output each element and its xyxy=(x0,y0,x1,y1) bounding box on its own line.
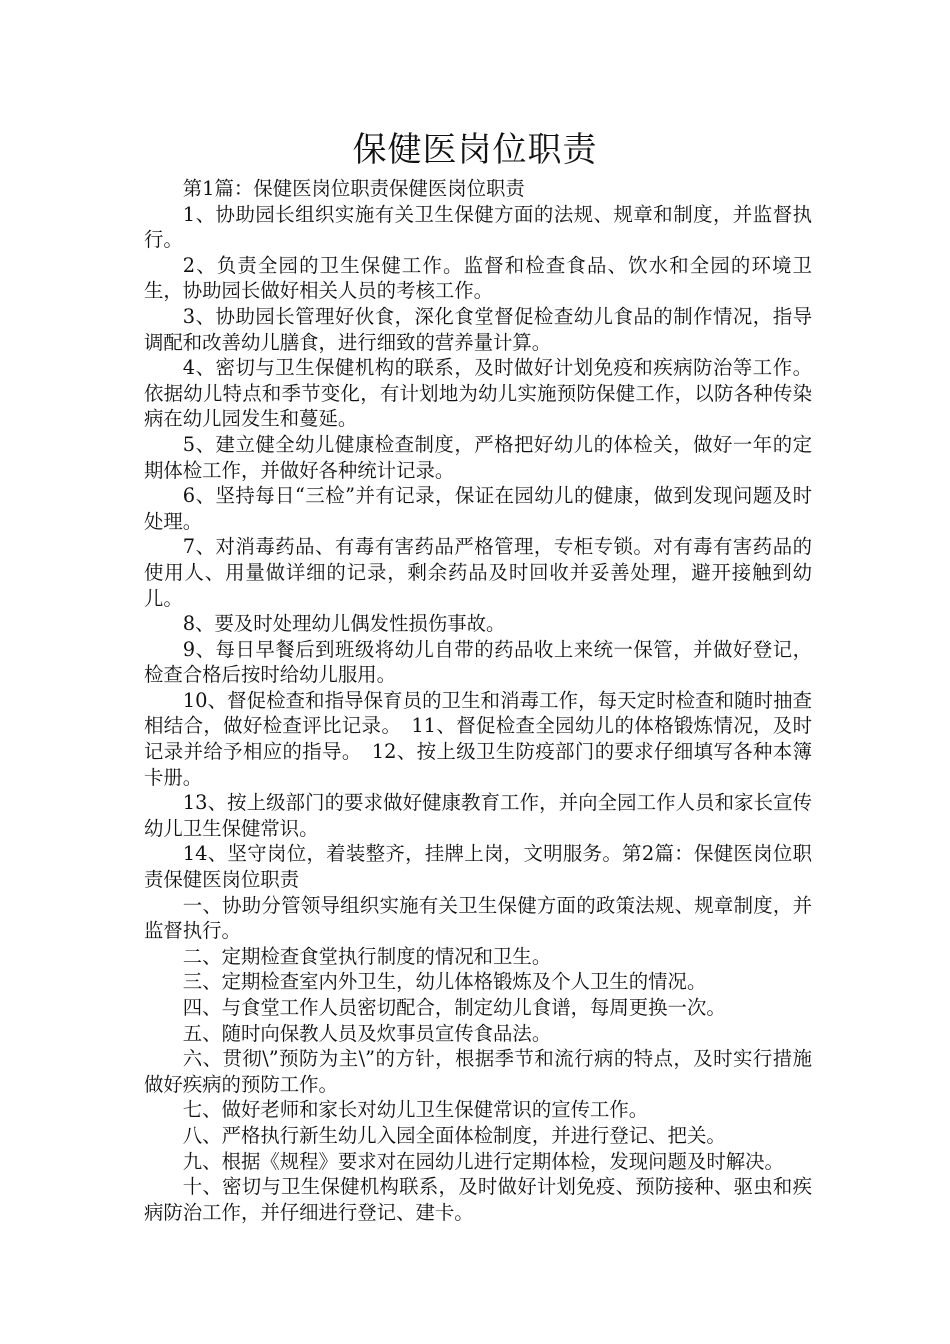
paragraph: 二、定期检查食堂执行制度的情况和卫生。 xyxy=(182,944,552,968)
paragraph: 五、随时向保教人员及炊事员宣传食品法。 xyxy=(182,1021,552,1045)
paragraph: 第1篇：保健医岗位职责保健医岗位职责 xyxy=(182,177,525,200)
paragraph: 九、根据《规程》要求对在园幼儿进行定期体检，发现问题及时解决。 xyxy=(182,1149,784,1173)
paragraph: 七、做好老师和家长对幼儿卫生保健常识的宣传工作。 xyxy=(182,1098,649,1122)
paragraph: 5、建立健全幼儿健康检查制度，严格把好幼儿的体检关，做好一年的定期体检工作，并做好各种统计记录。 xyxy=(144,432,812,482)
paragraph: 10、督促检查和指导保育员的卫生和消毒工作，每天定时检查和随时抽查相结合，做好检查评比记录。 11、督促检查全园幼儿的体格锻炼情况，及时记录并给予相应的指导。 12、按上级卫生防疫部门的要求仔细填写各种本簿卡册。 xyxy=(144,688,812,789)
paragraph: 三、定期检查室内外卫生，幼儿体格锻炼及个人卫生的情况。 xyxy=(182,970,707,994)
paragraph: 8、要及时处理幼儿偶发性损伤事故。 xyxy=(182,612,506,636)
paragraph: 3、协助园长管理好伙食，深化食堂督促检查幼儿食品的制作情况，指导调配和改善幼儿膳食，进行细致的营养量计算。 xyxy=(144,304,812,354)
paragraph: 6、坚持每日“三检”并有记录，保证在园幼儿的健康，做到发现问题及时处理。 xyxy=(144,484,812,533)
document-body xyxy=(144,176,812,1225)
paragraph: 1、协助园长组织实施有关卫生保健方面的法规、规章和制度，并监督执行。 xyxy=(144,202,812,252)
paragraph: 四、与食堂工作人员密切配合，制定幼儿食谱，每周更换一次。 xyxy=(182,996,726,1019)
paragraph: 八、严格执行新生幼儿入园全面体检制度，并进行登记、把关。 xyxy=(182,1123,726,1147)
paragraph: 13、按上级部门的要求做好健康教育工作，并向全园工作人员和家长宣传幼儿卫生保健常识。 xyxy=(144,791,812,840)
paragraph: 2、负责全园的卫生保健工作。监督和检查食品、饮水和全园的环境卫生，协助园长做好相关人员的考核工作。 xyxy=(144,253,812,303)
paragraph: 4、密切与卫生保健机构的联系，及时做好计划免疫和疾病防治等工作。依据幼儿特点和季节变化，有计划地为幼儿实施预防保健工作，以防各种传染病在幼儿园发生和蔓延。 xyxy=(144,356,812,431)
paragraph: 十、密切与卫生保健机构联系，及时做好计划免疫、预防接种、驱虫和疾病防治工作，并仔细进行登记、建卡。 xyxy=(144,1175,812,1224)
paragraph: 六、贯彻\”预防为主\”的方针，根据季节和流行病的特点，及时实行措施做好疾病的预防工作。 xyxy=(144,1047,812,1096)
paragraph: 14、坚守岗位，着装整齐，挂牌上岗，文明服务。第2篇：保健医岗位职责保健医岗位职责 xyxy=(144,842,812,892)
paragraph: 7、对消毒药品、有毒有害药品严格管理，专柜专锁。对有毒有害药品的使用人、用量做详细的记录，剩余药品及时回收并妥善处理，避开接触到幼儿。 xyxy=(144,535,812,610)
paragraph: 9、每日早餐后到班级将幼儿自带的药品收上来统一保管，并做好登记，检查合格后按时给幼儿服用。 xyxy=(144,637,812,687)
document-title: 保健医岗位职责 xyxy=(352,130,598,170)
paragraph: 一、协助分管领导组织实施有关卫生保健方面的政策法规、规章制度，并监督执行。 xyxy=(144,893,812,943)
